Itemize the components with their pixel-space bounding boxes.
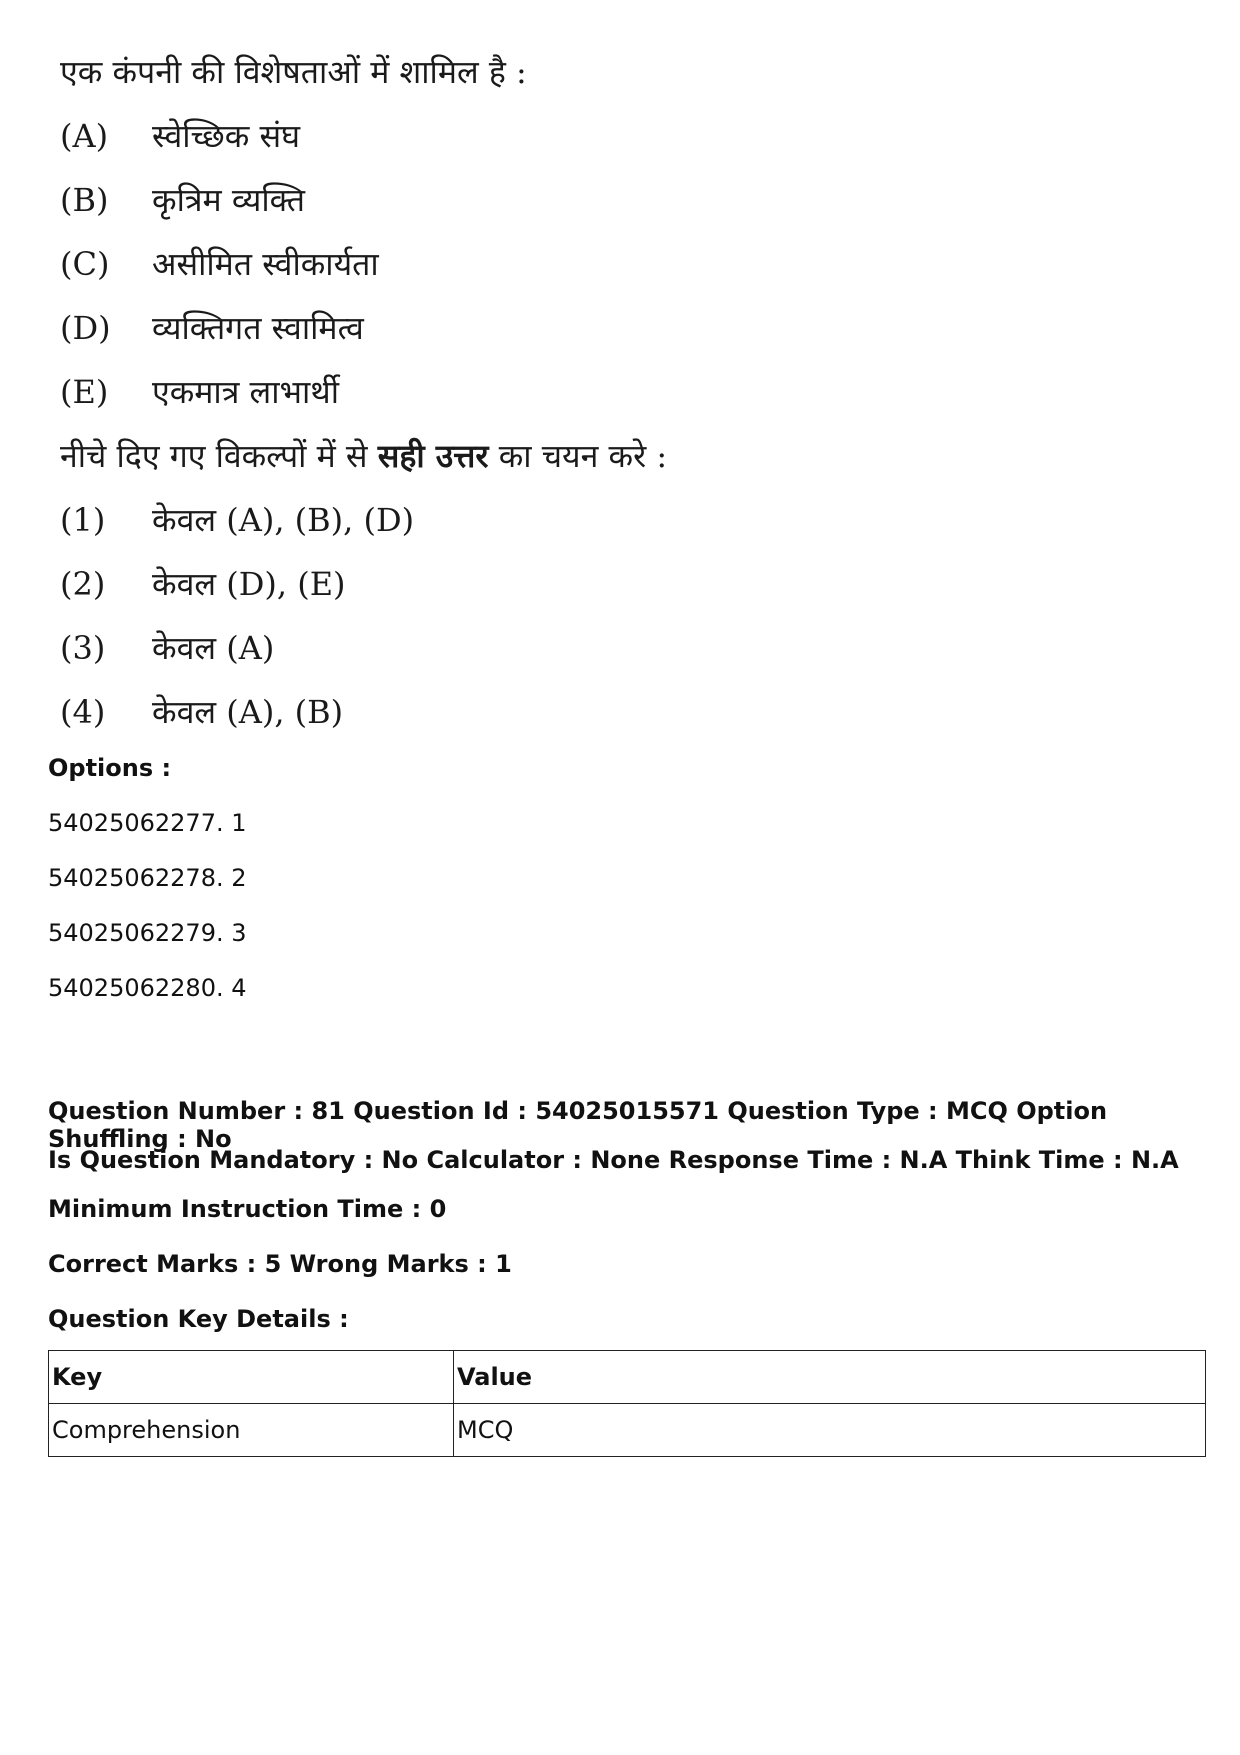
meta-line-3: Minimum Instruction Time : 0	[48, 1195, 447, 1223]
question-stem: एक कंपनी की विशेषताओं में शामिल है :	[60, 53, 527, 91]
option-item: 54025062277. 1	[48, 809, 247, 837]
marks-line: Correct Marks : 5 Wrong Marks : 1	[48, 1250, 512, 1278]
statement-c	[60, 232, 820, 296]
choice-text: केवल (A), (B)	[152, 693, 344, 731]
question-instruction	[60, 424, 820, 488]
statement-label: (E)	[60, 373, 109, 411]
statement-e	[60, 360, 820, 424]
choice-label: (4)	[60, 693, 106, 731]
statement-b	[60, 168, 820, 232]
question-scan	[60, 40, 820, 744]
choice-2	[60, 552, 820, 616]
table-row	[49, 1404, 1206, 1457]
options-title: Options :	[48, 754, 172, 782]
instruction-bold: सही उत्तर	[377, 437, 489, 475]
statement-label: (A)	[60, 117, 109, 155]
table-header-cell: Value	[454, 1351, 1206, 1404]
choice-text: केवल (A), (B), (D)	[152, 501, 415, 539]
choice-label: (3)	[60, 629, 106, 667]
statement-text: कृत्रिम व्यक्ति	[152, 181, 306, 219]
statement-label: (D)	[60, 309, 111, 347]
instruction-post: का चयन करे :	[498, 437, 668, 475]
statement-label: (C)	[60, 245, 110, 283]
table-cell: MCQ	[454, 1404, 1206, 1457]
choice-3	[60, 616, 820, 680]
table-cell: Comprehension	[49, 1404, 454, 1457]
statement-a	[60, 104, 820, 168]
option-item: 54025062278. 2	[48, 864, 247, 892]
table-header-row	[49, 1351, 1206, 1404]
meta-line-1: Question Number : 81 Question Id : 54025015571 Question Type : MCQ Option Shuffling : No	[48, 1097, 1108, 1153]
choice-text: केवल (A)	[152, 629, 275, 667]
key-details-title: Question Key Details :	[48, 1305, 349, 1333]
statement-text: स्वेच्छिक संघ	[152, 117, 301, 155]
statement-text: असीमित स्वीकार्यता	[152, 245, 379, 283]
choice-label: (1)	[60, 501, 106, 539]
choice-4	[60, 680, 820, 744]
table-header-cell: Key	[49, 1351, 454, 1404]
choice-label: (2)	[60, 565, 106, 603]
key-details-table	[48, 1350, 1206, 1457]
option-item: 54025062280. 4	[48, 974, 247, 1002]
choice-text: केवल (D), (E)	[152, 565, 346, 603]
option-item: 54025062279. 3	[48, 919, 247, 947]
statement-text: व्यक्तिगत स्वामित्व	[152, 309, 364, 347]
instruction-pre: नीचे दिए गए विकल्पों में से	[60, 437, 368, 475]
meta-line-2: Is Question Mandatory : No Calculator : None Response Time : N.A Think Time : N.A	[48, 1146, 1179, 1174]
choice-1	[60, 488, 820, 552]
statement-label: (B)	[60, 181, 109, 219]
statement-d	[60, 296, 820, 360]
statement-text: एकमात्र लाभार्थी	[152, 373, 340, 411]
